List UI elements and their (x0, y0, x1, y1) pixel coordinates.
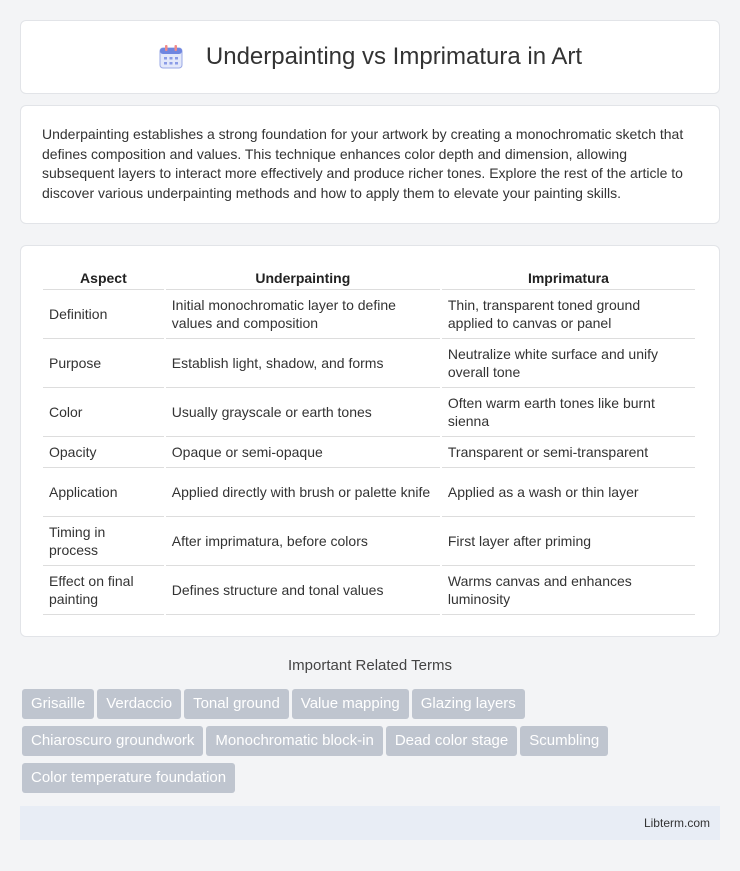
imprimatura-cell: First layer after priming (442, 517, 695, 566)
related-term-tag[interactable]: Value mapping (292, 689, 409, 719)
page-title: Underpainting vs Imprimatura in Art (205, 43, 583, 70)
aspect-cell: Color (43, 388, 164, 437)
aspect-cell: Effect on final painting (43, 566, 164, 615)
aspect-cell: Application (43, 468, 164, 517)
related-term-tag[interactable]: Glazing layers (412, 689, 525, 719)
underpainting-cell: Opaque or semi-opaque (166, 437, 440, 468)
footer (20, 806, 720, 840)
underpainting-cell: Usually grayscale or earth tones (166, 388, 440, 437)
header-underpainting: Underpainting (166, 268, 440, 290)
header-imprimatura: Imprimatura (442, 268, 695, 290)
underpainting-cell: After imprimatura, before colors (166, 517, 440, 566)
comparison-card (20, 245, 720, 637)
table-row (43, 566, 695, 615)
aspect-cell: Definition (43, 290, 164, 339)
related-terms-title: Important Related Terms (288, 657, 452, 674)
table-row (43, 339, 695, 388)
aspect-cell: Opacity (43, 437, 164, 468)
table-row (43, 468, 695, 517)
comparison-table (41, 268, 697, 615)
imprimatura-cell: Transparent or semi-transparent (442, 437, 695, 468)
related-term-tag[interactable]: Verdaccio (97, 689, 181, 719)
underpainting-cell: Defines structure and tonal values (166, 566, 440, 615)
related-term-tag[interactable]: Scumbling (520, 726, 608, 756)
underpainting-cell: Establish light, shadow, and forms (166, 339, 440, 388)
table-row (43, 290, 695, 339)
related-term-tag[interactable]: Tonal ground (184, 689, 289, 719)
aspect-cell: Purpose (43, 339, 164, 388)
table-header-row (43, 268, 695, 290)
related-terms-list (22, 689, 722, 800)
related-term-tag[interactable]: Monochromatic block-in (206, 726, 382, 756)
imprimatura-cell: Warms canvas and enhances luminosity (442, 566, 695, 615)
related-term-tag[interactable]: Grisaille (22, 689, 94, 719)
underpainting-cell: Initial monochromatic layer to define values and composition (166, 290, 440, 339)
underpainting-cell: Applied directly with brush or palette knife (166, 468, 440, 517)
intro-card (20, 105, 720, 224)
related-term-tag[interactable]: Dead color stage (386, 726, 517, 756)
footer-site-link[interactable]: Libterm.com (643, 816, 710, 830)
imprimatura-cell: Often warm earth tones like burnt sienna (442, 388, 695, 437)
table-row (43, 517, 695, 566)
table-row (43, 437, 695, 468)
imprimatura-cell: Thin, transparent toned ground applied to canvas or panel (442, 290, 695, 339)
calendar-icon (158, 44, 184, 70)
imprimatura-cell: Applied as a wash or thin layer (442, 468, 695, 517)
title-card (20, 20, 720, 94)
aspect-cell: Timing in process (43, 517, 164, 566)
intro-text: Underpainting establishes a strong foundation for your artwork by creating a monochromatic sketch that defines composition and values. This technique enhances color depth and dimension, allowing subsequent layers to interact more effectively and produce richer tones. Explore the rest of the article to discover various underpainting methods and how to apply them to elevate your painting skills. (42, 126, 684, 201)
related-term-tag[interactable]: Color temperature foundation (22, 763, 235, 793)
header-aspect: Aspect (43, 268, 164, 290)
imprimatura-cell: Neutralize white surface and unify overall tone (442, 339, 695, 388)
related-term-tag[interactable]: Chiaroscuro groundwork (22, 726, 203, 756)
table-row (43, 388, 695, 437)
